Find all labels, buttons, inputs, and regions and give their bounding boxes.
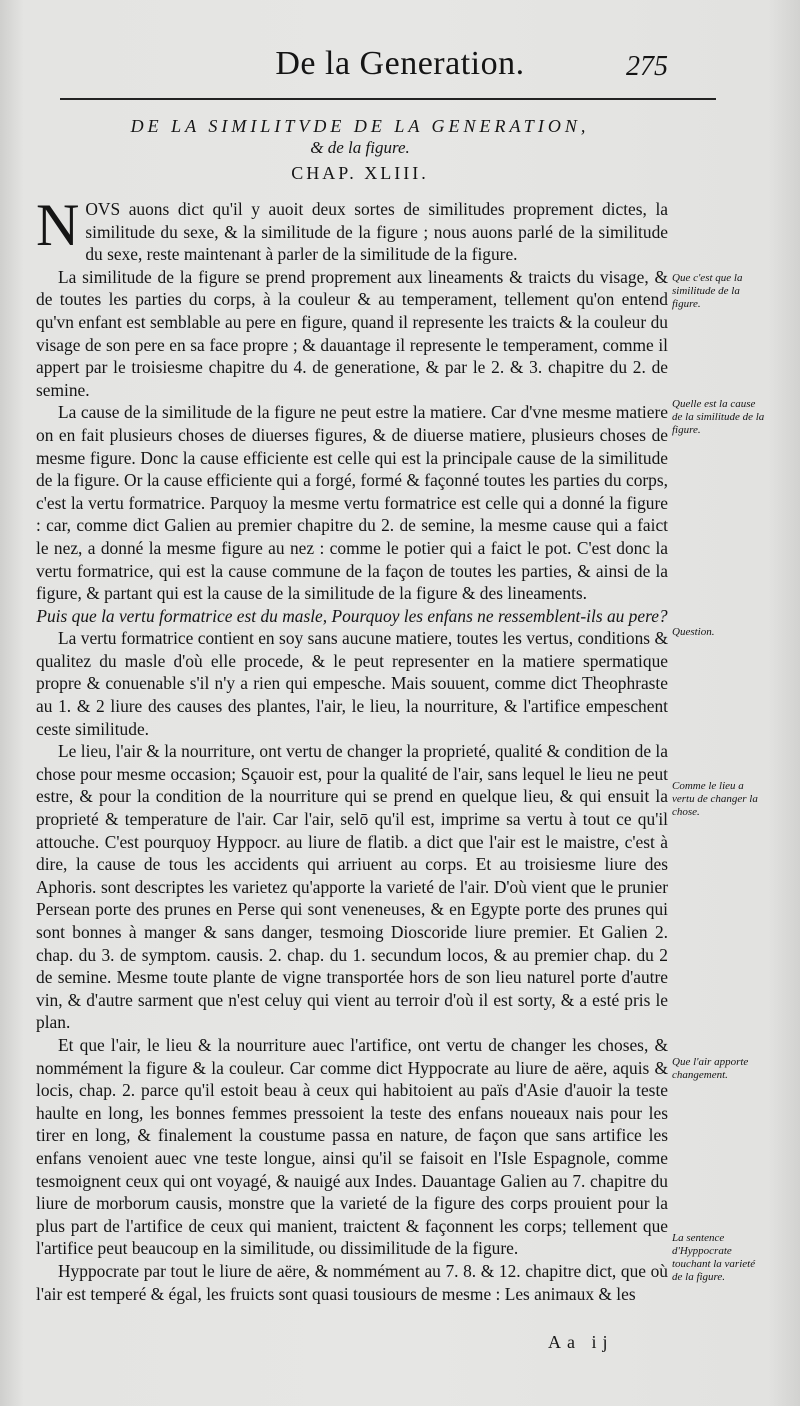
page-number: 275	[626, 51, 668, 82]
chapter-number: CHAP. XLIII.	[291, 163, 429, 183]
paragraph-5: Le lieu, l'air & la nourriture, ont vertu de changer la proprieté, qualité & condition de la chose pour mesme occasion; Sçauoir est, pour la qualité de l'air, sans lequel le lieu ne peut estre, & pour la condition de la nourriture qui se prend en quelque lieu, & qui ensuit la proprieté & temperature de l'air. Car l'air, selō qu'il est, imprime sa vertu à tout ce qu'il attouche. C'est pourquoy Hyppocr. au liure de flatib. a dict que l'air est le maistre, c'est à dire, la cause de tous les accidents qui arriuent au corps. Et au troisiesme liure des Aphoris. sont descriptes les varietez qu'apporte la varieté de l'air. D'où vient que le prunier Persean porte des prunes en Perse qui sont veneneuses, & en Egypte porte des prunes qui sont bonnes à manger & sans danger, tesmoing Dioscoride liure premier. Et Galien 2. chap. du 3. de symptom. causis. 2. chap. du 1. secundum locos, & au premier chap. du 2 de semine. Mesme toute plante de vigne transportée hors de son lieu naturel porte d'autre vin, & d'autre sarment que n'est celuy qui vient au terroir d'où il est sorty, & a esté pris le plan.	[36, 741, 668, 1033]
body-text	[36, 192, 668, 1305]
paragraph-6: Et que l'air, le lieu & la nourriture auec l'artifice, ont vertu de changer les choses, & nommément la figure & la couleur. Car comme dict Hyppocrate au liure de aëre, aquis & locis, chap. 2. parce qu'il estoit beau à ceux qui habitoient au païs d'Asie d'auoir la teste haulte en long, les bonnes femmes pressoient la teste des enfans noueaux nais pour les tirer en long, & finalement la coustume passa en nature, de façon que sans artifice les enfans venoient auec vne teste longue, ainsi qu'il se faisoit en l'Isle Espagnole, comme tesmoignent ceux qui ont voyagé, & nauigé aux Indes. Dauantage Galien au 7. chapitre du liure de morborum causis, monstre que la varieté de la figure des corps prouient pour la plus part de l'artifice de ceux qui manient, traictent & façonnent les corps; tellement que l'artifice peut beaucoup en la similitude, ou dissimilitude de la figure.	[36, 1034, 668, 1259]
header-rule	[60, 98, 716, 100]
paragraph-7: Hyppocrate par tout le liure de aëre, & nommément au 7. 8. & 12. chapitre dict, que où l'air est temperé & égal, les fruicts sont quasi tousiours de mesme : Les animaux & les	[36, 1260, 668, 1304]
signature-mark: Aa ij	[548, 1332, 614, 1352]
paragraph-2: La similitude de la figure se prend proprement aux lineaments & traicts du visage, & de toutes les parties du corps, à la couleur & au temperament, tellement qu'on entend qu'vn enfant est semblable au pere en figure, quand il represente les traicts & la couleur du visage de son pere en sa face propre ; & dauantage il represente le temperament, comme il appert par le troisiesme chapitre du 4. de generatione, & par le 2. & 3. chapitre du 2. de semine.	[36, 266, 668, 400]
margin-note-lieu: Comme le lieu a vertu de changer la chose.	[672, 780, 758, 818]
margin-note-question: Question.	[672, 626, 715, 638]
margin-note-cause: Quelle est la cause de la similitude de la figure.	[672, 398, 765, 436]
paragraph-1-text: OVS auons dict qu'il y auoit deux sortes de similitudes proprement dictes, la similitude du sexe, & la similitude de la figure ; nous auons parlé de la similitude du sexe, reste maintenant à parler de la similitude de la figure.	[85, 199, 668, 265]
question-heading: Puis que la vertu formatrice est du masle, Pourquoy les enfans ne ressemblent-ils au pere?	[36, 605, 668, 626]
drop-cap: N	[36, 192, 80, 258]
paragraph-1	[36, 192, 668, 266]
chapter-subtitle: & de la figure.	[310, 138, 410, 157]
paragraph-4: La vertu formatrice contient en soy sans aucune matiere, toutes les vertus, conditions & qualitez du masle d'où elle procede, & le peut representer en la matiere spermatique propre & conuenable s'il n'y a rien qui empesche. Mais souuent, comme dict Theophraste au 1. & 2 liure des causes des plantes, l'air, le lieu, la nourriture, & l'artifice empeschent ceste similitude.	[36, 628, 668, 739]
paragraph-3: La cause de la similitude de la figure ne peut estre la matiere. Car d'vne mesme matiere on en fait plusieurs choses de diuerses figures, & de diuerse matiere, plusieurs choses de mesme figure. Donc la cause efficiente est celle qui est la principale cause de la similitude de la figure. Or la cause efficiente qui a forgé, formé & façonné toutes les parties du corps, c'est la vertu formatrice. Parquoy la mesme vertu formatrice est celle qui a donné la figure : car, comme dict Galien au premier chapitre du 2. de semine, la mesme cause qui a faict le nez, a donné la mesme figure au nez : comme le potier qui a faict le pot. C'est donc la vertu formatrice, qui est la cause commune de la façon de toutes les parties, & ainsi de la figure, & partant qui est la cause de la similitude de la figure & des lineaments.	[36, 402, 668, 604]
margin-note-similitude: Que c'est que la similitude de la figure.	[672, 272, 743, 310]
chapter-title: DE LA SIMILITVDE DE LA GENERATION,	[130, 116, 590, 136]
margin-note-sentence: La sentence d'Hyppocrate touchant la varieté de la figure.	[672, 1232, 756, 1283]
margin-note-air: Que l'air apporte changement.	[672, 1056, 749, 1081]
running-title: De la Generation.	[275, 45, 525, 82]
